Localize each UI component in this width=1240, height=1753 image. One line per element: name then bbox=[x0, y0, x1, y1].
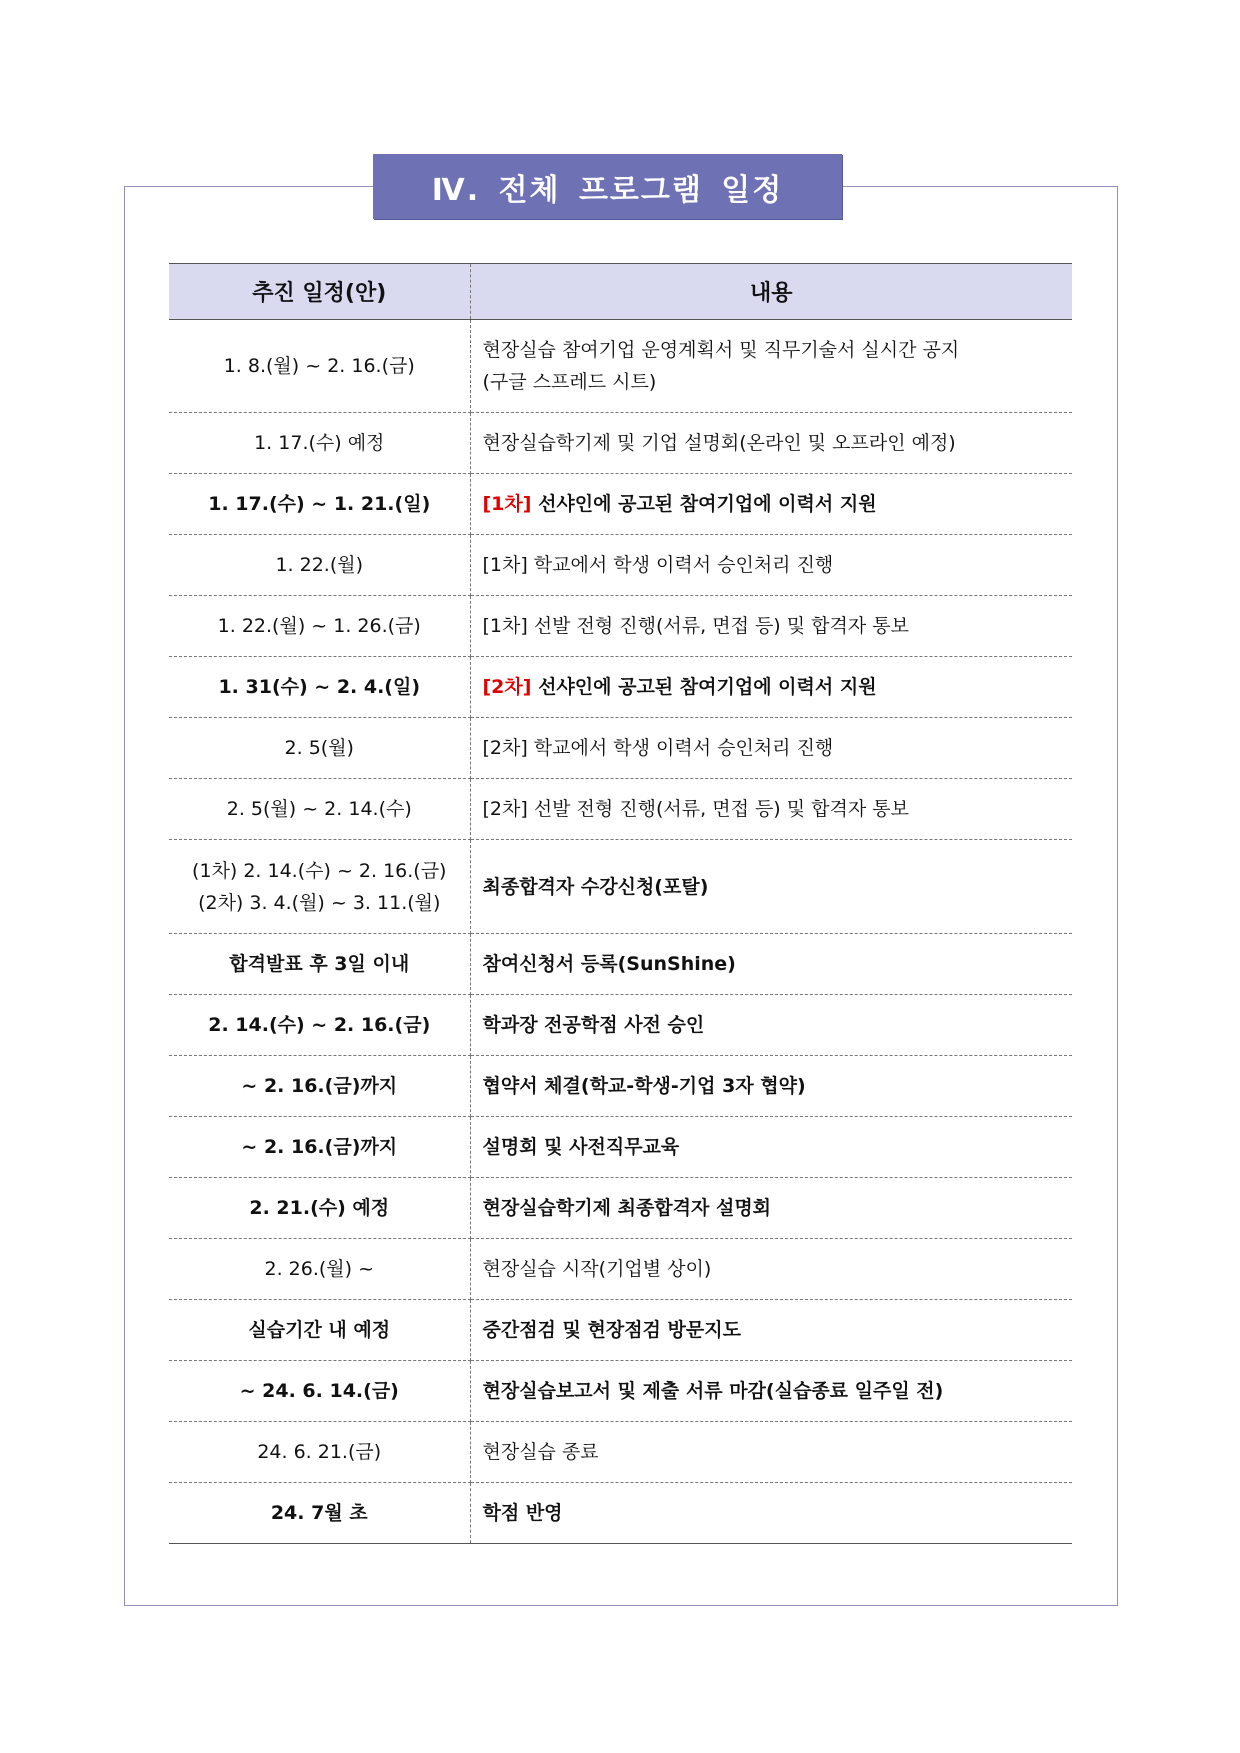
row-date: 1. 22.(월) ~ 1. 26.(금) bbox=[169, 596, 470, 657]
row-date-line: (1차) 2. 14.(수) ~ 2. 16.(금) bbox=[192, 859, 447, 882]
row-date: 2. 21.(수) 예정 bbox=[169, 1178, 470, 1239]
row-date: 2. 14.(수) ~ 2. 16.(금) bbox=[169, 995, 470, 1056]
table-row bbox=[169, 474, 1072, 535]
round-tag: [1차] bbox=[482, 493, 532, 515]
row-content: 설명회 및 사전직무교육 bbox=[470, 1117, 1072, 1178]
row-content bbox=[470, 320, 1072, 413]
table-row bbox=[169, 1483, 1072, 1544]
table-row bbox=[169, 413, 1072, 474]
row-date: 실습기간 내 예정 bbox=[169, 1300, 470, 1361]
row-content: 참여신청서 등록(SunShine) bbox=[470, 934, 1072, 995]
row-content bbox=[470, 474, 1072, 535]
row-content-text: 선샤인에 공고된 참여기업에 이력서 지원 bbox=[531, 676, 877, 698]
row-content: [2차] 선발 전형 진행(서류, 면접 등) 및 합격자 통보 bbox=[470, 779, 1072, 840]
round-tag: [2차] bbox=[482, 676, 532, 698]
table-row bbox=[169, 1178, 1072, 1239]
row-content: 현장실습학기제 및 기업 설명회(온라인 및 오프라인 예정) bbox=[470, 413, 1072, 474]
row-date: 2. 26.(월) ~ bbox=[169, 1239, 470, 1300]
row-date: 1. 17.(수) ~ 1. 21.(일) bbox=[169, 474, 470, 535]
table-row bbox=[169, 1239, 1072, 1300]
row-date: ~ 2. 16.(금)까지 bbox=[169, 1117, 470, 1178]
table-row bbox=[169, 840, 1072, 934]
row-date: 1. 8.(월) ~ 2. 16.(금) bbox=[169, 320, 470, 413]
table-row bbox=[169, 1056, 1072, 1117]
row-content: 현장실습학기제 최종합격자 설명회 bbox=[470, 1178, 1072, 1239]
table-header-row bbox=[169, 264, 1072, 320]
table-row bbox=[169, 596, 1072, 657]
row-content: [2차] 학교에서 학생 이력서 승인처리 진행 bbox=[470, 718, 1072, 779]
schedule-table bbox=[169, 263, 1072, 1544]
table-row bbox=[169, 934, 1072, 995]
row-content-text: 선샤인에 공고된 참여기업에 이력서 지원 bbox=[531, 493, 877, 515]
row-content: 현장실습 시작(기업별 상이) bbox=[470, 1239, 1072, 1300]
table-row bbox=[169, 1422, 1072, 1483]
row-date: 2. 5(월) ~ 2. 14.(수) bbox=[169, 779, 470, 840]
row-content: 학점 반영 bbox=[470, 1483, 1072, 1544]
row-date: 24. 6. 21.(금) bbox=[169, 1422, 470, 1483]
row-content-line: (구글 스프레드 시트) bbox=[482, 371, 657, 393]
row-date: ~ 24. 6. 14.(금) bbox=[169, 1361, 470, 1422]
table-row bbox=[169, 1300, 1072, 1361]
table-row bbox=[169, 320, 1072, 413]
table-row bbox=[169, 1117, 1072, 1178]
row-date: 1. 31(수) ~ 2. 4.(일) bbox=[169, 657, 470, 718]
row-content: 중간점검 및 현장점검 방문지도 bbox=[470, 1300, 1072, 1361]
section-title: Ⅳ. 전체 프로그램 일정 bbox=[373, 154, 842, 219]
row-content: 협약서 체결(학교-학생-기업 3자 협약) bbox=[470, 1056, 1072, 1117]
row-date bbox=[169, 840, 470, 934]
row-content: 최종합격자 수강신청(포탈) bbox=[470, 840, 1072, 934]
table-row bbox=[169, 657, 1072, 718]
table-row bbox=[169, 1361, 1072, 1422]
row-date: 24. 7월 초 bbox=[169, 1483, 470, 1544]
row-date: 1. 22.(월) bbox=[169, 535, 470, 596]
header-date: 추진 일정(안) bbox=[169, 264, 470, 320]
table-row bbox=[169, 779, 1072, 840]
row-content: 현장실습 종료 bbox=[470, 1422, 1072, 1483]
row-content: [1차] 선발 전형 진행(서류, 면접 등) 및 합격자 통보 bbox=[470, 596, 1072, 657]
row-date-line: (2차) 3. 4.(월) ~ 3. 11.(월) bbox=[198, 891, 441, 914]
row-date: ~ 2. 16.(금)까지 bbox=[169, 1056, 470, 1117]
table-row bbox=[169, 718, 1072, 779]
row-date: 합격발표 후 3일 이내 bbox=[169, 934, 470, 995]
table-row bbox=[169, 535, 1072, 596]
row-content-line: 현장실습 참여기업 운영계획서 및 직무기술서 실시간 공지 bbox=[482, 339, 960, 361]
header-content: 내용 bbox=[470, 264, 1072, 320]
row-content bbox=[470, 657, 1072, 718]
row-content: 현장실습보고서 및 제출 서류 마감(실습종료 일주일 전) bbox=[470, 1361, 1072, 1422]
row-date: 2. 5(월) bbox=[169, 718, 470, 779]
row-content: [1차] 학교에서 학생 이력서 승인처리 진행 bbox=[470, 535, 1072, 596]
row-content: 학과장 전공학점 사전 승인 bbox=[470, 995, 1072, 1056]
table-row bbox=[169, 995, 1072, 1056]
row-date: 1. 17.(수) 예정 bbox=[169, 413, 470, 474]
